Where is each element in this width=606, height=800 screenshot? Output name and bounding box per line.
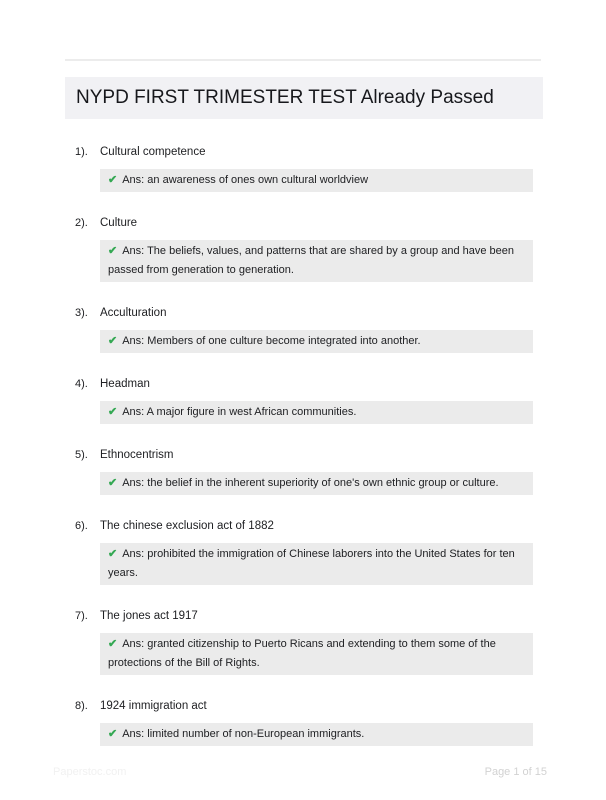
check-icon: ✔ bbox=[108, 548, 118, 560]
answer-box bbox=[100, 169, 533, 192]
check-icon: ✔ bbox=[108, 174, 118, 186]
check-icon: ✔ bbox=[108, 245, 118, 257]
qa-item bbox=[65, 448, 543, 495]
check-icon: ✔ bbox=[108, 335, 118, 347]
qa-item bbox=[65, 609, 543, 675]
qa-item bbox=[65, 306, 543, 353]
page-title: NYPD FIRST TRIMESTER TEST Already Passed bbox=[65, 77, 543, 119]
qa-item bbox=[65, 377, 543, 424]
question-number: 3). bbox=[75, 307, 88, 319]
page-content bbox=[65, 59, 543, 746]
answer-text: Ans: limited number of non-European immigrants. bbox=[122, 728, 365, 740]
answer-box bbox=[100, 401, 533, 424]
qa-item bbox=[65, 145, 543, 192]
question-list bbox=[65, 145, 543, 746]
answer-text: Ans: the belief in the inherent superiority of one's own ethnic group or culture. bbox=[122, 477, 499, 489]
question-row bbox=[65, 145, 543, 160]
question-number: 5). bbox=[75, 449, 88, 461]
question-number: 4). bbox=[75, 378, 88, 390]
answer-text: Ans: an awareness of ones own cultural worldview bbox=[122, 174, 369, 186]
answer-box bbox=[100, 240, 533, 282]
question-row bbox=[65, 609, 543, 624]
check-icon: ✔ bbox=[108, 406, 118, 418]
question-row bbox=[65, 306, 543, 321]
answer-text: Ans: prohibited the immigration of Chinese laborers into the United States for ten years. bbox=[108, 548, 515, 579]
question-text: The chinese exclusion act of 1882 bbox=[100, 520, 274, 532]
answer-box bbox=[100, 543, 533, 585]
question-number: 8). bbox=[75, 700, 88, 712]
question-row bbox=[65, 448, 543, 463]
question-text: Culture bbox=[100, 217, 138, 229]
answer-box bbox=[100, 723, 533, 746]
check-icon: ✔ bbox=[108, 638, 118, 650]
answer-text: Ans: Members of one culture become integrated into another. bbox=[122, 335, 421, 347]
answer-text: Ans: A major figure in west African communities. bbox=[122, 406, 357, 418]
watermark: Paperstoc.com bbox=[53, 766, 127, 778]
top-divider bbox=[65, 59, 541, 61]
question-text: 1924 immigration act bbox=[100, 700, 207, 712]
answer-box bbox=[100, 330, 533, 353]
check-icon: ✔ bbox=[108, 477, 118, 489]
question-number: 1). bbox=[75, 146, 88, 158]
qa-item bbox=[65, 699, 543, 746]
question-number: 6). bbox=[75, 520, 88, 532]
check-icon: ✔ bbox=[108, 728, 118, 740]
answer-text: Ans: granted citizenship to Puerto Ricans and extending to them some of the protections of the Bill of Rights. bbox=[108, 638, 496, 669]
answer-box bbox=[100, 633, 533, 675]
question-number: 2). bbox=[75, 217, 88, 229]
question-text: Headman bbox=[100, 378, 150, 390]
question-row bbox=[65, 699, 543, 714]
answer-text: Ans: The beliefs, values, and patterns that are shared by a group and have been passed from generation to generation. bbox=[108, 245, 515, 276]
page-number: Page 1 of 15 bbox=[484, 766, 547, 778]
question-text: Ethnocentrism bbox=[100, 449, 174, 461]
question-text: Cultural competence bbox=[100, 146, 206, 158]
answer-box bbox=[100, 472, 533, 495]
question-number: 7). bbox=[75, 610, 88, 622]
question-text: Acculturation bbox=[100, 307, 167, 319]
question-text: The jones act 1917 bbox=[100, 610, 198, 622]
qa-item bbox=[65, 519, 543, 585]
qa-item bbox=[65, 216, 543, 282]
question-row bbox=[65, 519, 543, 534]
question-row bbox=[65, 377, 543, 392]
question-row bbox=[65, 216, 543, 231]
